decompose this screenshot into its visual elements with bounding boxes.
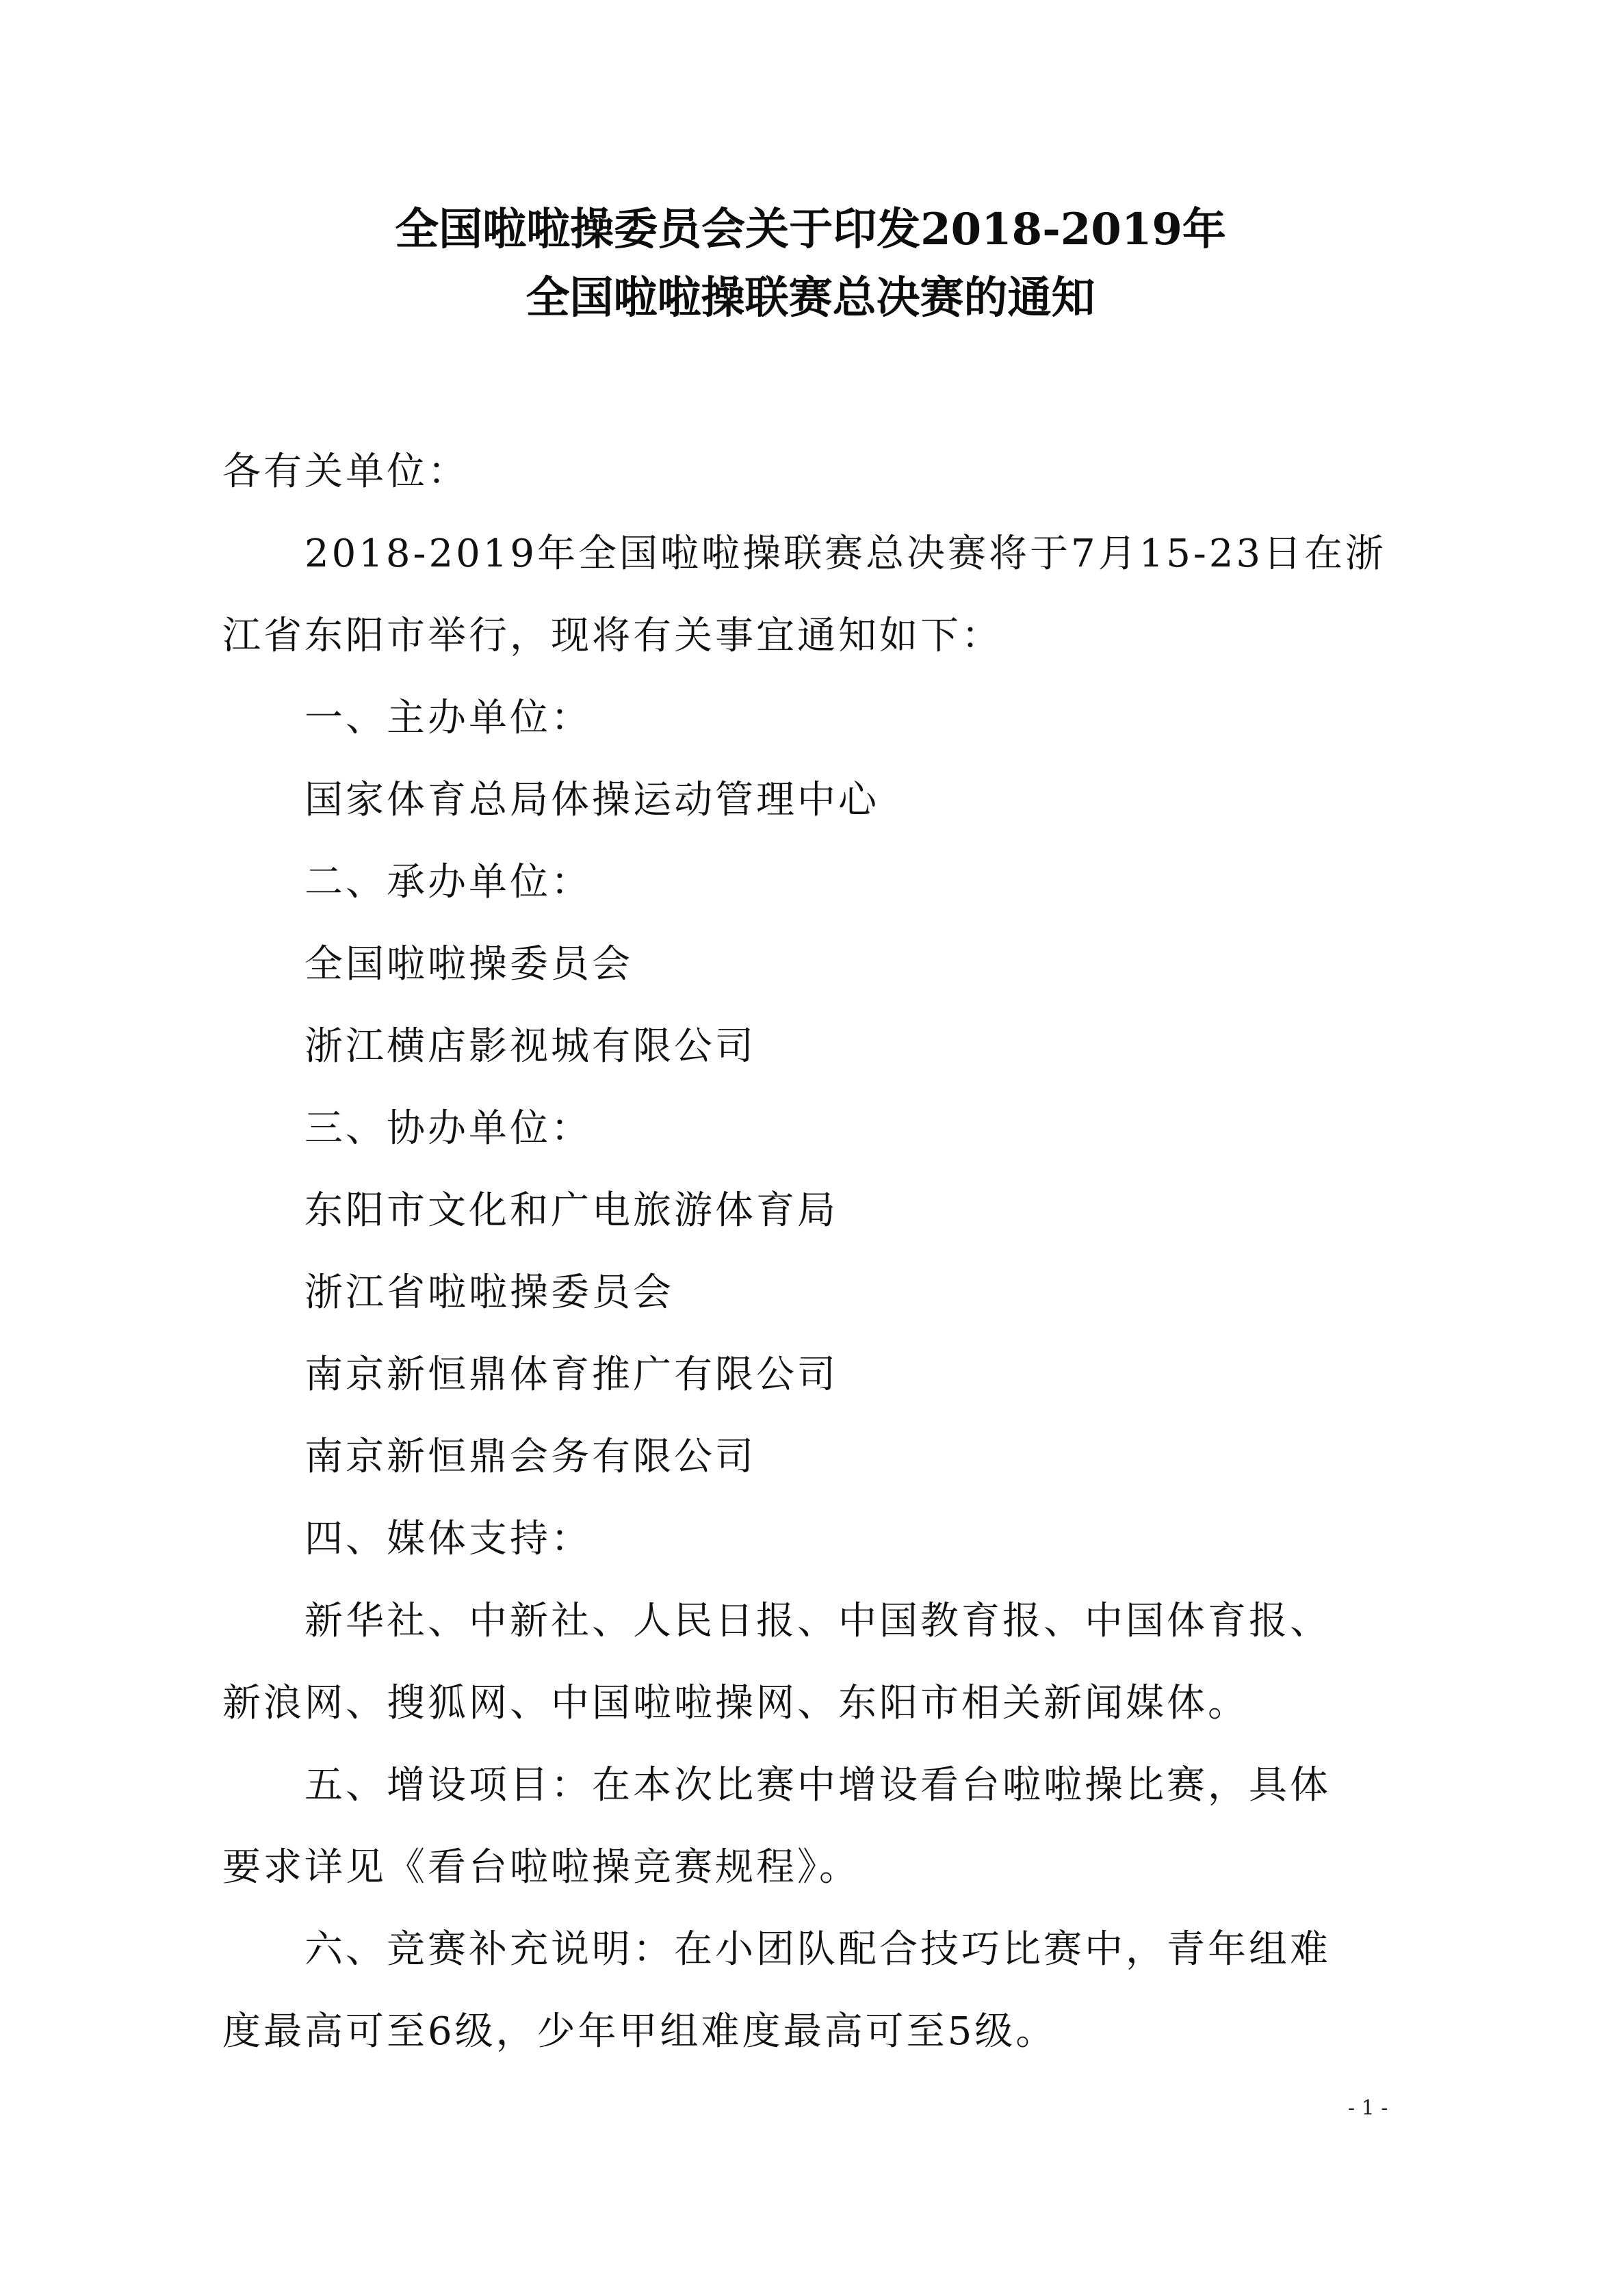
section2-item: 浙江横店影视城有限公司 <box>304 1024 756 1069</box>
section3-item: 东阳市文化和广电旅游体育局 <box>304 1188 838 1233</box>
section5-line1: 五、增设项目：在本次比赛中增设看台啦啦操比赛，具体 <box>304 1763 1331 1808</box>
page-number: - 1 - <box>1348 2096 1388 2120</box>
section3-item: 南京新恒鼎体育推广有限公司 <box>304 1353 838 1397</box>
section1-heading: 一、主办单位： <box>304 696 592 740</box>
section4-line2: 新浪网、搜狐网、中国啦啦操网、东阳市相关新闻媒体。 <box>222 1681 1249 1725</box>
section1-item: 国家体育总局体操运动管理中心 <box>304 778 879 822</box>
section2-heading: 二、承办单位： <box>304 860 592 904</box>
intro-line2: 江省东阳市举行，现将有关事宜通知如下： <box>222 614 1002 658</box>
section6-line1: 六、竞赛补充说明：在小团队配合技巧比赛中，青年组难 <box>304 1927 1331 1972</box>
section3-heading: 三、协办单位： <box>304 1106 592 1151</box>
document-title-line2: 全国啦啦操联赛总决赛的通知 <box>526 272 1095 324</box>
section4-heading: 四、媒体支持： <box>304 1517 592 1561</box>
section3-item: 南京新恒鼎会务有限公司 <box>304 1435 756 1479</box>
intro-line1: 2018-2019年全国啦啦操联赛总决赛将于7月15-23日在浙 <box>304 532 1387 576</box>
document-title-line1: 全国啦啦操委员会关于印发2018-2019年 <box>395 204 1226 255</box>
section3-item: 浙江省啦啦操委员会 <box>304 1270 674 1315</box>
salutation: 各有关单位： <box>222 449 469 494</box>
section5-line2: 要求详见《看台啦啦操竞赛规程》。 <box>222 1845 860 1890</box>
section6-line2: 度最高可至6级，少年甲组难度最高可至5级。 <box>222 2009 1057 2054</box>
section4-line1: 新华社、中新社、人民日报、中国教育报、中国体育报、 <box>304 1599 1331 1643</box>
section2-item: 全国啦啦操委员会 <box>304 942 633 987</box>
